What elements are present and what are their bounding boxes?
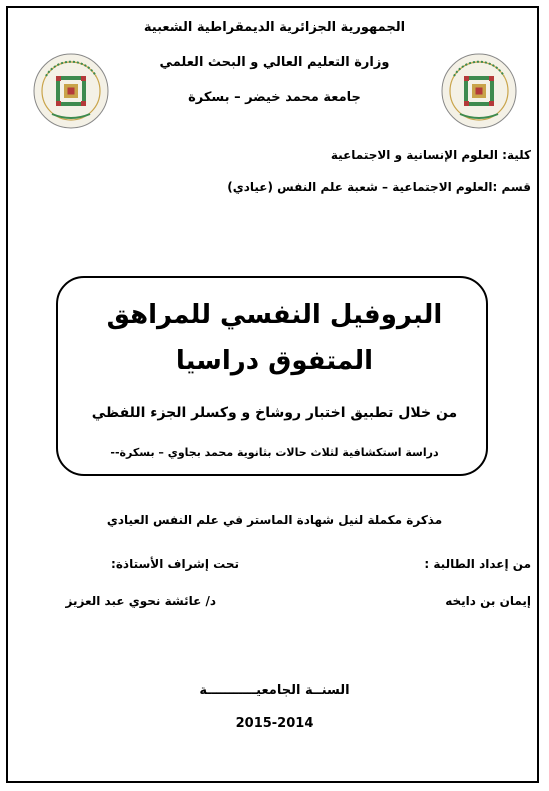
- department-line: قسم :العلوم الاجتماعية – شعبة علم النفس (عيادي): [227, 180, 531, 194]
- thesis-subtitle: من خلال تطبيق اختبار روشاخ و وكسلر الجزء اللفظي: [91, 405, 458, 421]
- supervisor-name: د/ عائشة نحوي عبد العزيز: [65, 594, 216, 608]
- thesis-degree-note: مذكرة مكملة لنيل شهادة الماستر في علم النفس العيادي: [106, 513, 443, 527]
- university-logo-right: [440, 52, 518, 130]
- university-logo-left: [32, 52, 110, 130]
- university-line: جامعة محمد خيضر – بسكرة: [188, 90, 361, 105]
- student-name: إيمان بن دايخه: [445, 594, 531, 608]
- academic-year: 2015-2014: [235, 716, 314, 731]
- ministry-line: وزارة التعليم العالي و البحث العلمي: [159, 55, 390, 70]
- supervised-by-label: تحت إشراف الأستاذة:: [111, 557, 239, 571]
- study-note: دراسة استكشافية لثلاث حالات بثانوية محمد بجاوي – بسكرة--: [110, 446, 439, 459]
- university-seal-icon: [440, 52, 518, 130]
- faculty-line: كلية: العلوم الإنسانية و الاجتماعية: [330, 148, 531, 162]
- academic-year-label: السنــة الجامعيـــــــــــة: [199, 683, 350, 698]
- thesis-title-line1: البروفيل النفسي للمراهق: [106, 300, 443, 330]
- republic-line: الجمهورية الجزائرية الديمقراطية الشعبية: [143, 20, 406, 35]
- university-seal-icon: [32, 52, 110, 130]
- thesis-title-line2: المتفوق دراسيا: [175, 346, 374, 376]
- prepared-by-label: من إعداد الطالبة :: [424, 557, 531, 571]
